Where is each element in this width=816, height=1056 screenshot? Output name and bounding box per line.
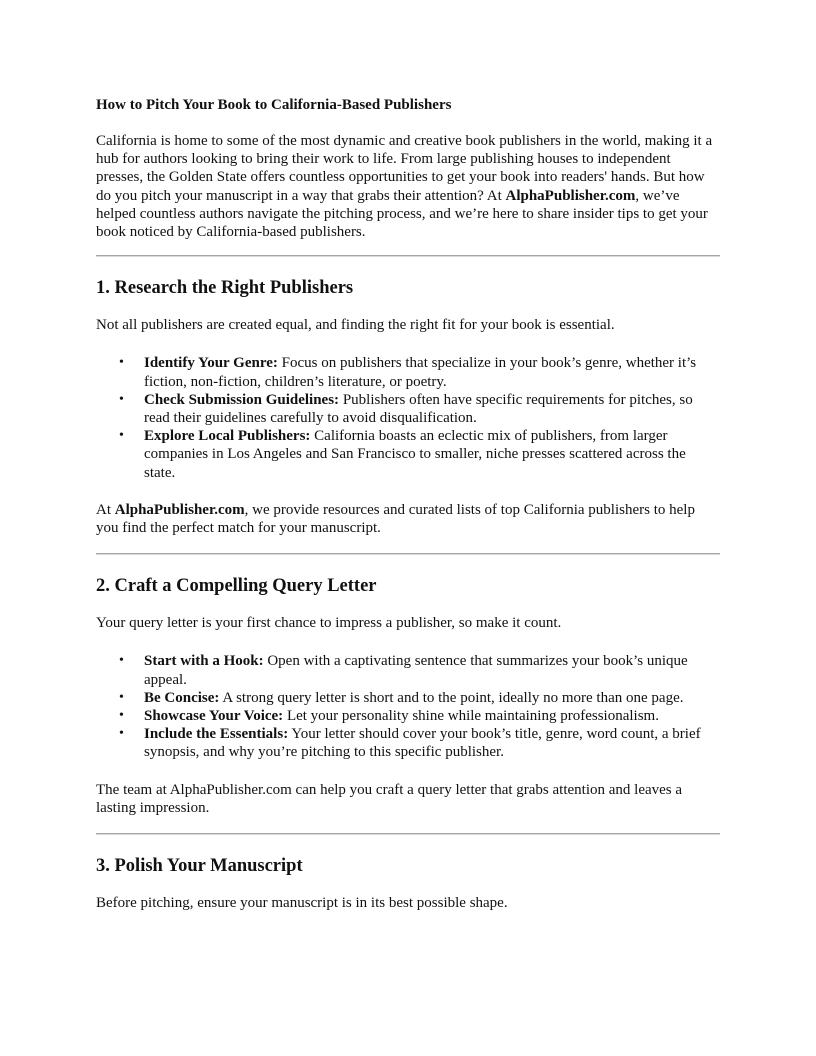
bullet-icon: •: [119, 428, 124, 444]
section3-heading: 3. Polish Your Manuscript: [96, 856, 303, 877]
list-item: [119, 354, 720, 390]
document-title: How to Pitch Your Book to California-Based Publishers: [96, 97, 452, 113]
section1-closing: [96, 501, 720, 537]
bullet-icon: •: [119, 355, 124, 371]
list-item-label: Include the Essentials:: [144, 726, 289, 743]
list-item-text: Let your personality shine while maintaining professionalism.: [283, 708, 659, 725]
closing-brand-bold: AlphaPublisher.com: [114, 501, 245, 518]
list-item: [119, 689, 720, 707]
intro-brand-bold: AlphaPublisher.com: [505, 187, 636, 204]
list-item-text: Open with a captivating sentence that summarizes your book’s unique appeal.: [144, 653, 688, 688]
bullet-icon: •: [119, 708, 124, 724]
list-item: [119, 391, 720, 427]
bullet-icon: •: [119, 653, 124, 669]
intro-text-before: California is home to some of the most dynamic and creative book publishers in the world, making it a hub for authors looking to bring their work to life. From large publishing houses to independent presses, the Golden State offers countless opportunities to get your book into readers' hands. But how do you pitch your manuscript in a way that grabs their attention? At: [96, 133, 713, 204]
document-page: [96, 96, 720, 932]
list-item-text: Focus on publishers that specialize in your book’s genre, whether it’s fiction, non-fiction, children’s literature, or poetry.: [144, 355, 697, 390]
list-item-label: Explore Local Publishers:: [144, 428, 311, 445]
bullet-icon: •: [119, 689, 124, 705]
list-item-text: Publishers often have specific requirements for pitches, so read their guidelines carefully to avoid disqualification.: [144, 391, 693, 427]
list-item: [119, 427, 720, 482]
section1-lead: Not all publishers are created equal, and finding the right fit for your book is essential.: [96, 317, 615, 334]
section2-lead: Your query letter is your first chance to impress a publisher, so make it count.: [96, 615, 562, 632]
list-item-text: Your letter should cover your book’s title, genre, word count, a brief synopsis, and why you’re pitching to this specific publisher.: [144, 726, 701, 761]
bullet-icon: •: [119, 391, 124, 407]
list-item-label: Identify Your Genre:: [144, 355, 278, 372]
bullet-icon: •: [119, 726, 124, 742]
list-item-label: Be Concise:: [144, 689, 220, 706]
intro-text-after: , we’ve helped countless authors navigate the pitching process, and we’re here to share insider tips to get your book noticed by California-based publishers.: [96, 187, 708, 241]
closing-text-after: , we provide resources and curated lists of top California publishers to help you find the perfect match for your manuscript.: [96, 501, 695, 537]
section2-closing: The team at AlphaPublisher.com can help you craft a query letter that grabs attention and leaves a lasting impression.: [96, 781, 683, 816]
list-item: [119, 652, 720, 688]
intro-paragraph: [96, 132, 720, 241]
section3-lead: Before pitching, ensure your manuscript is in its best possible shape.: [96, 895, 508, 912]
section-divider-1: [96, 255, 720, 257]
section1-bullet-list: [96, 354, 720, 481]
closing-text-before: At: [96, 501, 115, 518]
list-item-label: Showcase Your Voice:: [144, 708, 284, 725]
list-item-label: Start with a Hook:: [144, 653, 264, 670]
list-item-label: Check Submission Guidelines:: [144, 391, 340, 408]
section2-heading: 2. Craft a Compelling Query Letter: [96, 576, 377, 597]
list-item-text: California boasts an eclectic mix of publishers, from larger companies in Los Angeles and San Francisco to smaller, niche presses scattered across the state.: [144, 428, 686, 481]
section-divider-2: [96, 553, 720, 555]
section2-bullet-list: [96, 652, 720, 761]
list-item: [119, 725, 720, 761]
list-item: [119, 707, 720, 725]
section-divider-3: [96, 833, 720, 835]
section1-heading: 1. Research the Right Publishers: [96, 278, 354, 299]
list-item-text: A strong query letter is short and to the point, ideally no more than one page.: [219, 689, 684, 706]
